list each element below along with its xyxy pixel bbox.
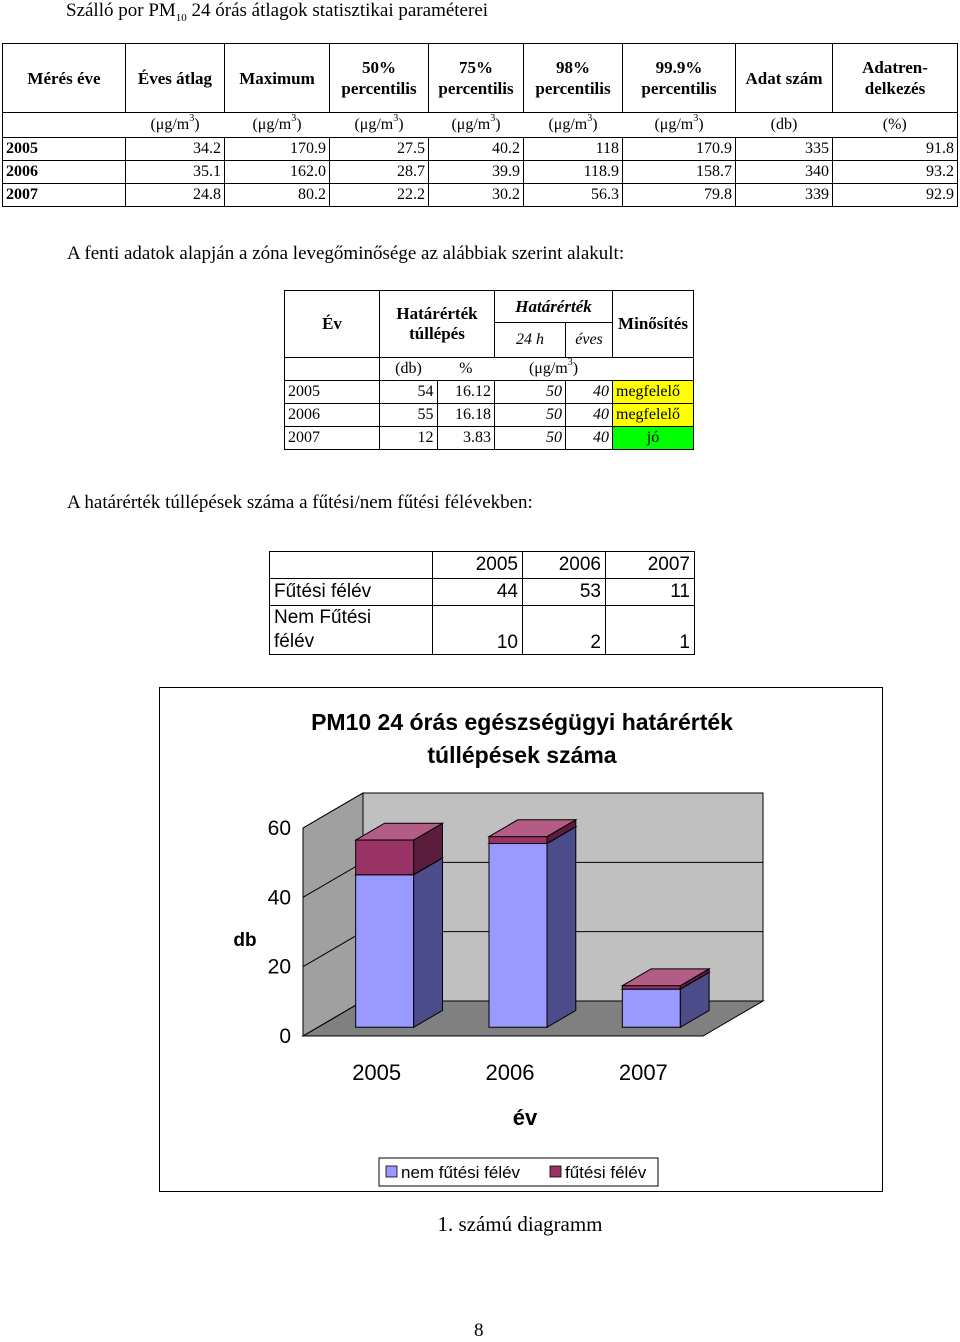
status-badge: megfelelő (613, 404, 694, 427)
bar-side (414, 858, 443, 1027)
bar-front (489, 844, 547, 1028)
quality-table: Év Határérték túllépés Határérték Minősítés 24 h éves (db) % $(\mu g/m^3)$ 2005 54 16.12 50 40 megfelelő 2006 55 16.18 50 40 megfelelő 2007 12 3.83 50 40 jó (284, 290, 694, 450)
status-badge: megfelelő (613, 381, 694, 404)
paragraph: A határérték túllépések száma a fűtési/nem fűtési félévekben: (67, 492, 533, 513)
table-row: Nem Fűtési félév 10 2 1 (270, 606, 695, 655)
col-header: Minősítés (613, 291, 694, 358)
chart-title-line-1: PM10 24 órás egészségügyi határérték (311, 709, 733, 735)
bar-2005-series-0 (356, 858, 443, 1027)
side-wall (303, 793, 363, 1036)
legend-swatch-futesi (550, 1166, 561, 1177)
y-tick-label: 60 (267, 817, 291, 840)
x-tick-label: 2006 (485, 1060, 535, 1085)
page-number: 8 (474, 1320, 484, 1341)
y-tick-label: 0 (279, 1025, 291, 1048)
col-header: 75% percentilis (429, 44, 524, 113)
stacked-bar-chart (160, 688, 882, 1191)
col-header: 98% percentilis (524, 44, 623, 113)
bar-front (356, 840, 414, 875)
table-row: 2007 12 3.83 50 40 jó (285, 427, 694, 450)
col-header: Adat szám (736, 44, 833, 113)
bar-front (622, 986, 680, 989)
col-header: Maximum (225, 44, 330, 113)
bar-2006-series-0 (489, 827, 576, 1028)
col-header: 50% percentilis (330, 44, 429, 113)
table-row: Fűtési félév 44 53 11 (270, 579, 695, 606)
legend-label-nem-futesi: nem fűtési félév (401, 1163, 521, 1182)
table-header-row: 2005 2006 2007 (270, 552, 695, 579)
x-tick-label: 2005 (352, 1060, 402, 1085)
bar-front (622, 989, 680, 1027)
heating-season-table (269, 551, 695, 655)
units-row: $(\mu g/m^3)$ $(\mu g/m^3)$ $(\mu g/m^3)$ $(\mu g/m^3)$ $(\mu g/m^3)$ $(\mu g/m^3)$ (db) (%) (3, 113, 958, 138)
col-header: Határérték túllépés (380, 291, 495, 358)
y-axis-label: db (233, 930, 257, 951)
legend-swatch-nem-futesi (386, 1166, 397, 1177)
table-row: 2005 34.2 170.9 27.5 40.2 118 170.9 335 91.8 (3, 138, 958, 161)
col-header: Határérték (495, 291, 613, 323)
col-header: Adatren- delkezés (833, 44, 958, 113)
legend-label-futesi: fűtési félév (565, 1163, 647, 1182)
status-badge: jó (613, 427, 694, 450)
chart-frame (159, 687, 883, 1192)
paragraph: A fenti adatok alapján a zóna levegőminősége az alábbiak szerint alakult: (67, 243, 625, 264)
table-row: 2005 54 16.12 50 40 megfelelő (285, 381, 694, 404)
table-row: 2006 55 16.18 50 40 megfelelő (285, 404, 694, 427)
chart-title-line-2: túllépések száma (427, 742, 617, 768)
col-header: Éves átlag (126, 44, 225, 113)
col-header: 99.9% percentilis (623, 44, 736, 113)
bar-side (547, 827, 576, 1028)
bar-front (489, 837, 547, 844)
table-row: 2006 35.1 162.0 28.7 39.9 118.9 158.7 340 93.2 (3, 161, 958, 184)
table-header-row (3, 44, 958, 113)
x-axis-ticks (352, 1060, 668, 1085)
table-row: 2007 24.8 80.2 22.2 30.2 56.3 79.8 339 92.9 (3, 184, 958, 207)
col-header: Év (285, 291, 380, 358)
col-header: Mérés éve (3, 44, 126, 113)
section-heading: Szálló por $PM_{10}$ 24 órás átlagok statisztikai paraméterei (66, 0, 489, 24)
figure-caption: 1. számú diagramm (437, 1212, 603, 1236)
statistics-table (2, 43, 958, 207)
x-axis-label: év (512, 1105, 538, 1130)
bar-front (356, 875, 414, 1028)
y-tick-label: 20 (267, 955, 291, 979)
x-tick-label: 2007 (618, 1060, 668, 1085)
legend (379, 1158, 658, 1186)
units-row: (db) % $(\mu g/m^3)$ (285, 358, 694, 381)
y-tick-label: 40 (267, 886, 291, 910)
